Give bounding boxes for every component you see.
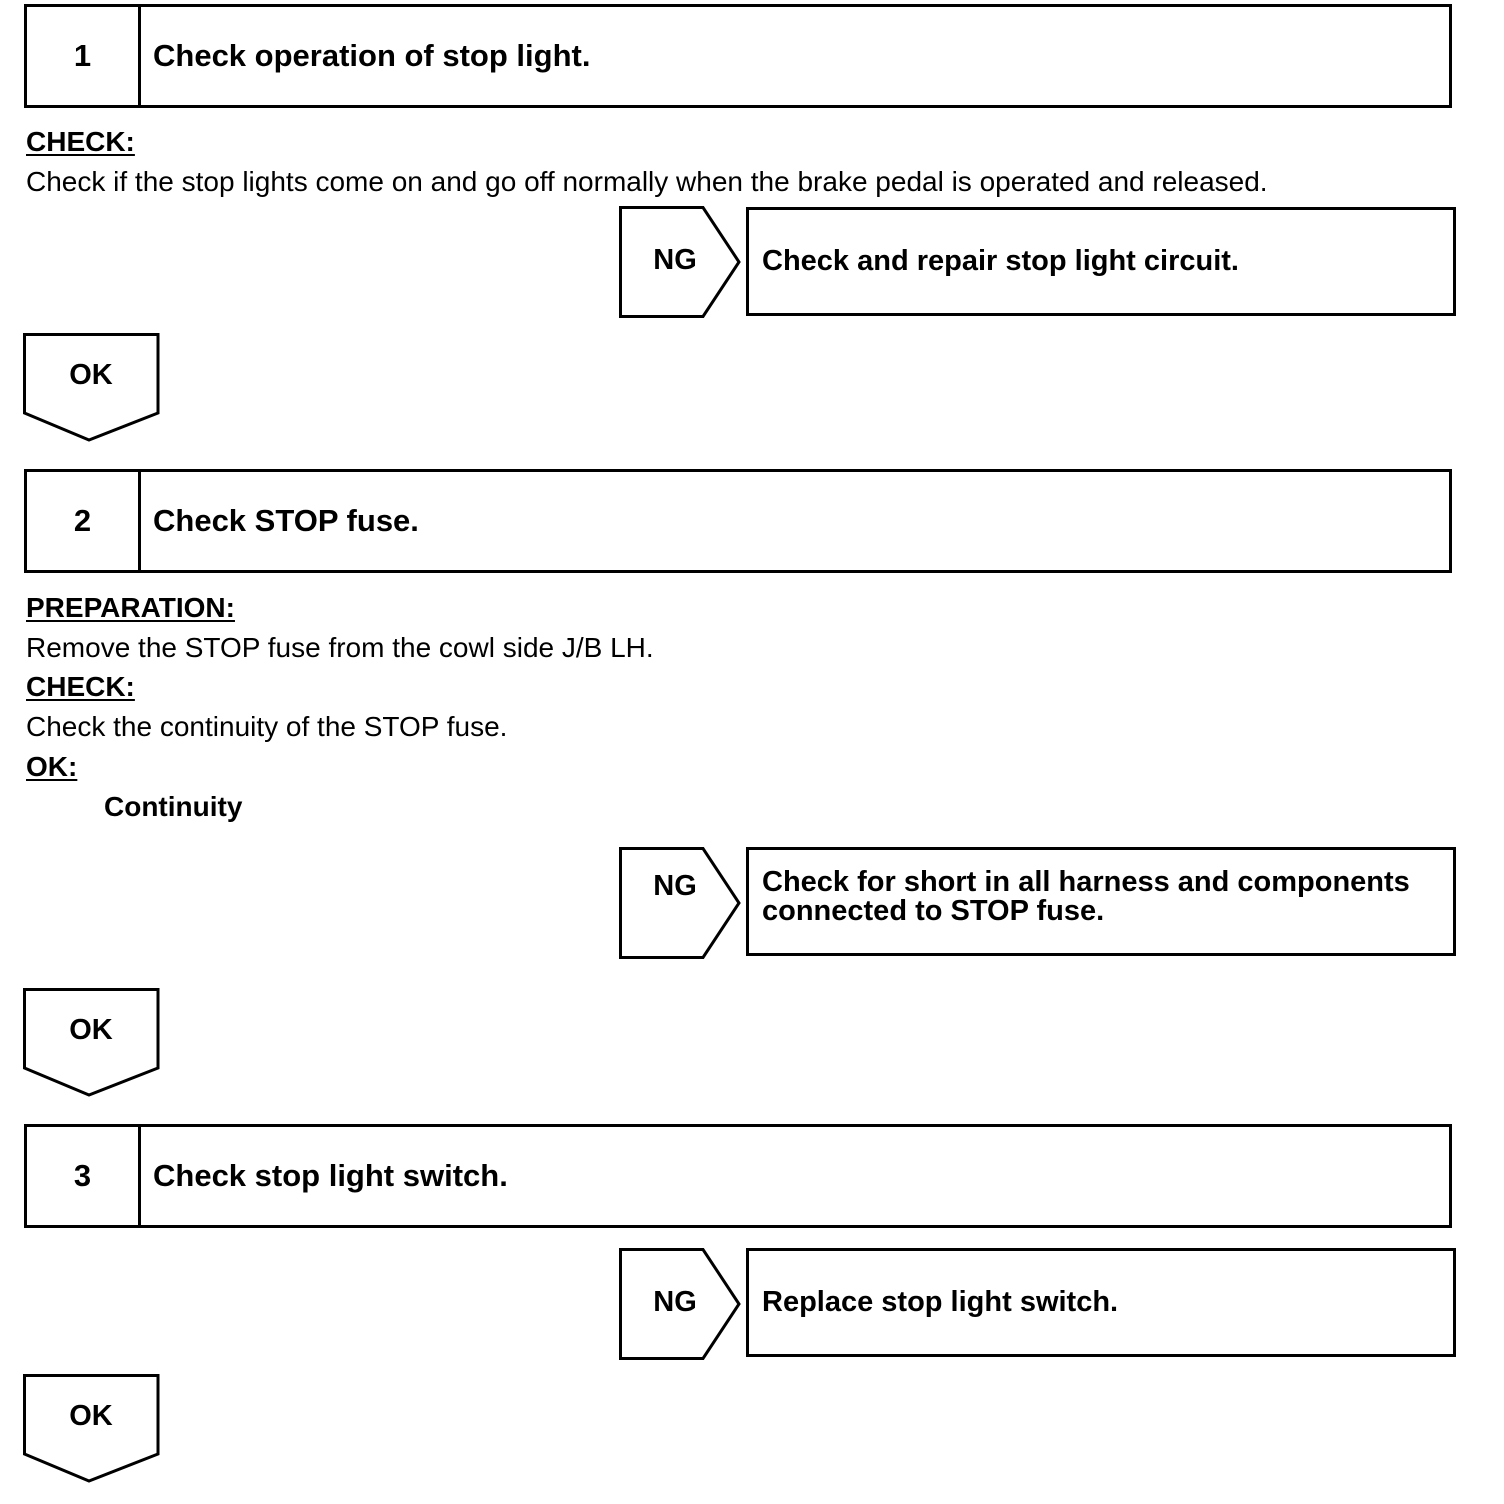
step-1-check-label: CHECK: [26, 126, 135, 157]
step-2-preparation-text: Remove the STOP fuse from the cowl side J/B LH. [26, 632, 654, 663]
step-2-box [24, 469, 1452, 573]
step-2-ng-action-line2: connected to STOP fuse. [762, 895, 1105, 927]
step-3-number: 3 [27, 1127, 141, 1225]
step-2-check-text: Check the continuity of the STOP fuse. [26, 711, 508, 742]
step-3-ng-label: NG [653, 1285, 697, 1318]
step-1-ng-action: Check and repair stop light circuit. [762, 245, 1239, 277]
step-3-ng-action-box [746, 1248, 1456, 1357]
step-2-title: Check STOP fuse. [153, 503, 419, 538]
step-3-ng-action: Replace stop light switch. [762, 1286, 1119, 1318]
step-2-ok-spec-value: Continuity [104, 791, 243, 822]
step-3-box [24, 1124, 1452, 1228]
step-1-check-text: Check if the stop lights come on and go off normally when the brake pedal is operated and released. [26, 166, 1268, 197]
step-2-ok-spec-label: OK: [26, 751, 78, 782]
step-1-ng-label: NG [653, 243, 697, 276]
step-2-ok-label: OK [69, 1013, 113, 1046]
step-1-ok-label: OK [69, 358, 113, 391]
step-2-ng-action-line1: Check for short in all harness and components [762, 866, 1410, 898]
step-2-number: 2 [27, 472, 141, 570]
step-1-title: Check operation of stop light. [153, 38, 591, 73]
step-3-ok-label: OK [69, 1399, 113, 1432]
step-1-ng-action-box [746, 207, 1456, 316]
step-2-ng-action-box [746, 847, 1456, 956]
step-2-check-label: CHECK: [26, 671, 135, 702]
step-3-title: Check stop light switch. [153, 1158, 508, 1193]
step-1-box [24, 4, 1452, 108]
step-2-preparation-label: PREPARATION: [26, 592, 235, 623]
step-1-number: 1 [27, 7, 141, 105]
step-2-ng-label: NG [653, 869, 697, 902]
